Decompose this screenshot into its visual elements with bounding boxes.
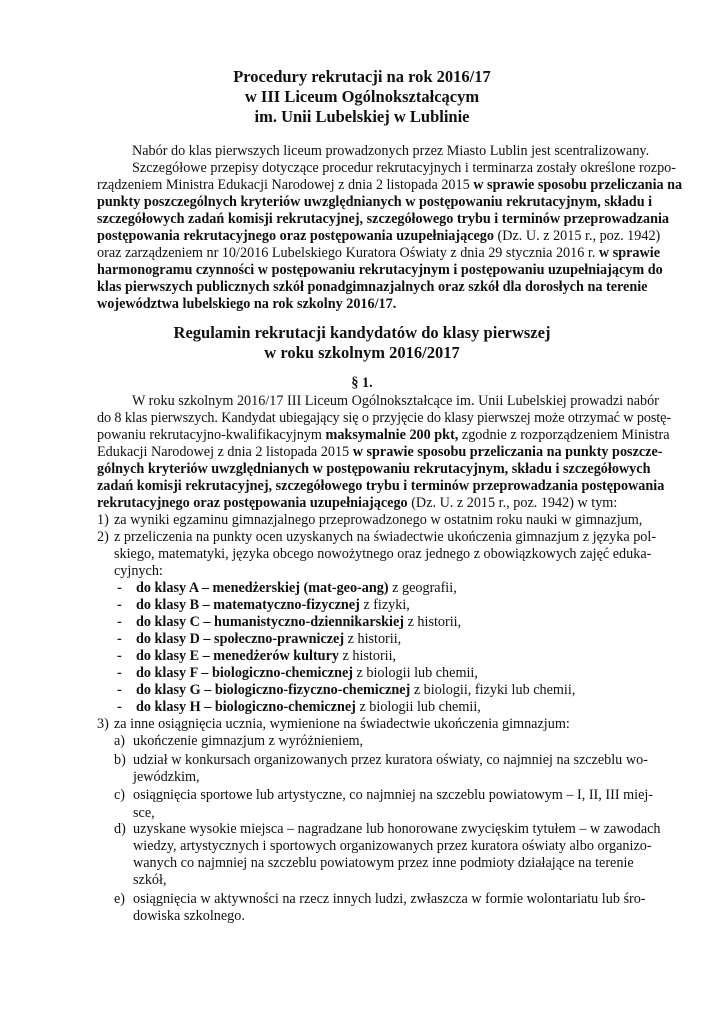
class-item: do klasy B – matematyczno-fizycznej z fizyki, — [136, 597, 410, 613]
section-line: zadań komisji rekrutacyjnej, szczegółowego trybu i terminów przeprowadzania postępowania — [97, 478, 665, 494]
sublist-item: sce, — [133, 805, 155, 821]
sublist-item: wiedzy, artystycznych i sportowych organizowanych przez kuratora oświaty albo organizo- — [133, 838, 652, 854]
class-dash: - — [117, 597, 122, 613]
class-item: do klasy F – biologiczno-chemicznej z biologii lub chemii, — [136, 665, 478, 681]
intro-line: oraz zarządzeniem nr 10/2016 Lubelskiego Kuratora Oświaty z dnia 29 stycznia 2016 r. w sprawie — [97, 245, 661, 261]
sublist-item: dowiska szkolnego. — [133, 908, 245, 924]
doc-title-line-2: w III Liceum Ogólnokształcącym — [244, 87, 480, 106]
section-line: gólnych kryteriów uwzględnianych w postępowaniu rekrutacyjnym, składu i szczegółowych — [97, 461, 651, 477]
sublist-item: osiągnięcia sportowe lub artystyczne, co najmniej na szczeblu powiatowym – I, II, III miej- — [133, 787, 654, 803]
list-item: skiego, matematyki, języka obcego nowożytnego oraz jednego z obowiązkowych zajęć eduka- — [114, 546, 652, 562]
regulamin-title-line-2: w roku szkolnym 2016/2017 — [264, 343, 460, 362]
sublist-item: jewódzkim, — [133, 769, 200, 785]
sublist-letter: d) — [114, 821, 126, 837]
sublist-letter: b) — [114, 752, 126, 768]
section-line: Edukacji Narodowej z dnia 2 listopada 2015 w sprawie sposobu przeliczania na punkty poszcze- — [97, 444, 663, 460]
intro-line: punkty poszczególnych kryteriów uwzględnianych w postępowaniu rekrutacyjnym, składu i — [97, 194, 653, 210]
section-line: powaniu rekrutacyjno-kwalifikacyjnym maksymalnie 200 pkt, zgodnie z rozporządzeniem Ministra — [97, 427, 670, 443]
doc-title-line-1: Procedury rekrutacji na rok 2016/17 — [233, 67, 491, 86]
sublist-letter: e) — [114, 891, 126, 907]
class-item: do klasy D – społeczno-prawniczej z historii, — [136, 631, 402, 647]
class-dash: - — [117, 682, 122, 698]
section-line: W roku szkolnym 2016/17 III Liceum Ogólnokształcące im. Unii Lubelskiej prowadzi nabór — [132, 393, 659, 409]
intro-line: rządzeniem Ministra Edukacji Narodowej z dnia 2 listopada 2015 w sprawie sposobu przeliczania na — [97, 177, 683, 193]
class-item: do klasy C – humanistyczno-dziennikarskiej z historii, — [136, 614, 462, 630]
class-dash: - — [117, 699, 122, 715]
sublist-letter: c) — [114, 787, 126, 803]
class-item: do klasy H – biologiczno-chemicznej z biologii lub chemii, — [136, 699, 481, 715]
sublist-item: szkół, — [133, 872, 167, 888]
class-item: do klasy G – biologiczno-fizyczno-chemicznej z biologii, fizyki lub chemii, — [136, 682, 576, 698]
intro-line: Nabór do klas pierwszych liceum prowadzonych przez Miasto Lublin jest scentralizowany. — [132, 143, 650, 159]
doc-title-line-3: im. Unii Lubelskiej w Lublinie — [254, 107, 470, 126]
sublist-item: wanych co najmniej na szczeblu powiatowym przez inne podmioty działające na terenie — [133, 855, 634, 871]
list-item: za wyniki egzaminu gimnazjalnego przeprowadzonego w ostatnim roku nauki w gimnazjum, — [114, 512, 643, 528]
intro-line: harmonogramu czynności w postępowaniu rekrutacyjnym i postępowaniu uzupełniającym do — [97, 262, 663, 278]
intro-line: województwa lubelskiego na rok szkolny 2016/17. — [97, 296, 397, 312]
class-item: do klasy A – menedżerskiej (mat-geo-ang) z geografii, — [136, 580, 457, 596]
class-item: do klasy E – menedżerów kultury z historii, — [136, 648, 397, 664]
list-number: 1) — [97, 512, 109, 528]
sublist-item: udział w konkursach organizowanych przez kuratora oświaty, co najmniej na szczeblu wo- — [133, 752, 648, 768]
intro-line: Szczegółowe przepisy dotyczące procedur rekrutacyjnych i terminarza zostały określone rozpo- — [132, 160, 677, 176]
section-line: rekrutacyjnego oraz postępowania uzupełniającego (Dz. U. z 2015 r., poz. 1942) w tym: — [97, 495, 618, 511]
class-dash: - — [117, 648, 122, 664]
class-dash: - — [117, 614, 122, 630]
intro-line: klas pierwszych publicznych szkół ponadgimnazjalnych oraz szkół dla dorosłych na terenie — [97, 279, 648, 295]
list-item: za inne osiągnięcia ucznia, wymienione na świadectwie ukończenia gimnazjum: — [114, 716, 570, 732]
sublist-letter: a) — [114, 733, 126, 749]
intro-line: postępowania rekrutacyjnego oraz postępowania uzupełniającego (Dz. U. z 2015 r., poz. 1942) — [97, 228, 661, 244]
sublist-item: uzyskane wysokie miejsca – nagradzane lub honorowane zwycięskim tytułem – w zawodach — [133, 821, 661, 837]
class-dash: - — [117, 631, 122, 647]
regulamin-title-line-1: Regulamin rekrutacji kandydatów do klasy pierwszej — [173, 323, 551, 342]
section-marker: § 1. — [351, 375, 373, 391]
sublist-item: ukończenie gimnazjum z wyróżnieniem, — [133, 733, 364, 749]
class-dash: - — [117, 665, 122, 681]
list-item: cyjnych: — [114, 563, 163, 579]
list-number: 2) — [97, 529, 109, 545]
list-number: 3) — [97, 716, 109, 732]
intro-line: szczegółowych zadań komisji rekrutacyjnej, szczegółowego trybu i terminów przeprowadzania — [97, 211, 670, 227]
list-item: z przeliczenia na punkty ocen uzyskanych na świadectwie ukończenia gimnazjum z języka pol- — [114, 529, 657, 545]
section-line: do 8 klas pierwszych. Kandydat ubiegający się o przyjęcie do klasy pierwszej może otrzymać w postę- — [97, 410, 671, 426]
sublist-item: osiągnięcia w aktywności na rzecz innych ludzi, zwłaszcza w formie wolontariatu lub śro- — [133, 891, 646, 907]
class-dash: - — [117, 580, 122, 596]
